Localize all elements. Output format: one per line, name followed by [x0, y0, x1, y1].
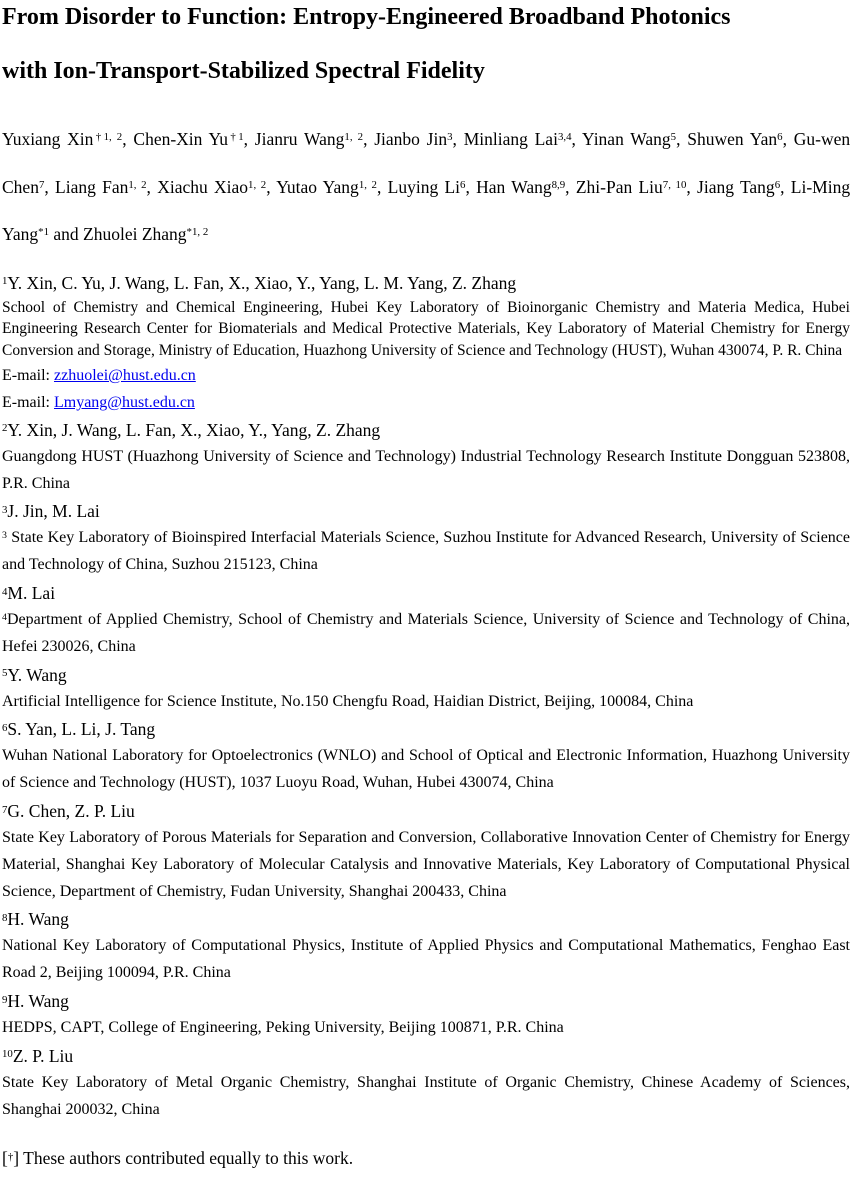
affiliation-authors: $^3$J. Jin, M. Lai [2, 501, 100, 522]
author-name: Li-Ming Yang$^{*1}$ [2, 176, 851, 244]
author-name: Jiang Tang$^6$ [697, 176, 781, 197]
affiliation-description: HEDPS, CAPT, College of Engineering, Peking University, Beijing 100871, P.R. China [2, 1019, 564, 1037]
affiliation-number: 3 [2, 530, 7, 542]
affiliation-authors: $^1$Y. Xin, C. Yu, J. Wang, L. Fan, X., Xiao, Y., Yang, L. M. Yang, Z. Zhang [2, 272, 517, 293]
paper-title [2, 3, 850, 86]
affiliation-authors: $^4$M. Lai [2, 583, 56, 604]
affiliation-number: 10 [2, 1048, 13, 1061]
affiliation-authors: $^9$H. Wang [2, 991, 69, 1012]
affiliation-description: Wuhan National Laboratory for Optoelectronics (WNLO) and School of Optical and Electronic Information, Huazhong University of Science and Technology (HUST), 1037 Luoyu Road, Wuhan, Hubei 430074, China [2, 747, 850, 792]
affiliations-list [2, 269, 850, 1124]
author-affiliation-superscript: 3 [447, 131, 453, 144]
author-affiliation-superscript: 8,9 [551, 178, 566, 191]
author-name: Jianbo Jin$^3$ [374, 129, 453, 149]
affiliation-number: 6 [2, 721, 8, 734]
author-affiliation-superscript: 1, 2 [248, 178, 267, 191]
affiliation-description: Artificial Intelligence for Science Institute, No.150 Chengfu Road, Haidian District, Beijing, 100084, China [2, 692, 694, 710]
email-link[interactable]: zzhuolei@hust.edu.cn [53, 366, 196, 384]
author-affiliation-superscript: 1, 2 [344, 131, 364, 144]
author-affiliation-superscript: †1 [227, 131, 244, 144]
author-affiliation-superscript: 5 [670, 131, 677, 144]
title-line-2: with Ion-Transport-Stabilized Spectral Fidelity [2, 58, 485, 84]
author-affiliation-superscript: 1, 2 [128, 178, 147, 191]
author-affiliation-superscript: 6 [460, 178, 466, 191]
email-link[interactable]: Lmyang@hust.edu.cn [53, 393, 195, 411]
author-name: Liang Fan$^{1, 2}$ [55, 176, 147, 197]
author-affiliation-superscript: *1, 2 [186, 226, 209, 239]
author-name: Jianru Wang$^{1, 2}$ [254, 129, 364, 149]
author-affiliation-superscript: 7 [38, 178, 45, 191]
email-label: E-mail: [2, 393, 54, 411]
email-label: E-mail: [2, 366, 54, 384]
author-affiliation-superscript: 1, 2 [358, 178, 377, 191]
affiliation-description: State Key Laboratory of Metal Organic Chemistry, Shanghai Institute of Organic Chemistry, Chinese Academy of Sciences, Shanghai 200032, China [2, 1073, 850, 1118]
author-affiliation-superscript: 7, 10 [662, 178, 687, 191]
author-name: Chen-Xin Yu$^{\dagger 1}$ [133, 129, 244, 149]
author-name: Shuwen Yan$^6$ [687, 129, 783, 149]
author-name: Yinan Wang$^5$ [582, 129, 677, 149]
author-affiliation-superscript: 6 [777, 131, 783, 144]
affiliation-description: State Key Laboratory of Porous Materials for Separation and Conversion, Collaborative Innovation Center of Chemistry for Energy Material, Shanghai Key Laboratory of Molecular Catalysis and Innovative Materials, Key Laboratory of Computational Physical Science, Department of Chemistry, Fudan University, Shanghai 200433, China [2, 829, 850, 900]
author-name: Xiachu Xiao$^{1, 2}$ [157, 176, 267, 197]
affiliation-description: $^3$ State Key Laboratory of Bioinspired Interfacial Materials Science, Suzhou Institute for Advanced Research, University of Science and Technology of China, Suzhou 215123, China [2, 529, 850, 574]
affiliation-description: $^4$Department of Applied Chemistry, School of Chemistry and Materials Science, University of Science and Technology of China, Hefei 230026, China [2, 611, 850, 655]
affiliation-authors: $^8$H. Wang [2, 909, 69, 930]
author-name: Yutao Yang$^{1, 2}$ [276, 176, 377, 197]
author-affiliation-superscript: †1, 2 [93, 131, 123, 144]
author-affiliation-superscript: *1 [38, 226, 49, 239]
affiliation-number: 5 [2, 667, 8, 680]
email-line [2, 362, 850, 389]
affiliation-authors: $^6$S. Yan, L. Li, J. Tang [2, 719, 156, 740]
affiliation-number: 2 [2, 422, 8, 435]
email-line [2, 389, 850, 416]
affiliation-description: Guangdong HUST (Huazhong University of Science and Technology) Industrial Technology Research Institute Dongguan 523808, P.R. China [2, 447, 850, 492]
affiliation-number: 8 [2, 911, 8, 924]
author-name: Luying Li$^6$ [387, 176, 466, 197]
affiliation-number: 7 [2, 803, 8, 816]
affiliation-authors: $^2$Y. Xin, J. Wang, L. Fan, X., Xiao, Y., Yang, Z. Zhang [2, 419, 381, 440]
affiliation-number: 1 [2, 274, 8, 287]
author-affiliation-superscript: 3,4 [557, 131, 572, 144]
affiliation-authors: $^{10}$Z. P. Liu [2, 1045, 74, 1066]
author-affiliation-superscript: 6 [774, 178, 781, 191]
author-name: Zhuolei Zhang$^{*1, 2}$ [83, 224, 209, 244]
author-name: Gu-wen Chen$^7$ [2, 129, 851, 197]
author-name: Han Wang$^{8,9}$ [476, 176, 566, 197]
affiliation-number: 4 [2, 585, 8, 598]
affiliation-number: 9 [2, 993, 8, 1006]
affiliation-number: 3 [2, 503, 8, 516]
author-name: Yuxiang Xin$^{\dagger 1, 2}$ [2, 129, 123, 149]
affiliation-description: National Key Laboratory of Computational Physics, Institute of Applied Physics and Computational Mathematics, Fenghao East Road 2, Beijing 100094, P.R. China [2, 937, 850, 982]
affiliation-authors: $^7$G. Chen, Z. P. Liu [2, 801, 135, 822]
footnote-text: These authors contributed equally to this work. [23, 1148, 354, 1169]
author-list: Yuxiang Xin$^{\dagger 1, 2}$, Chen-Xin Yu$^{\dagger 1}$, Jianru Wang$^{1, 2}$, Jianbo Jin$^3$, Minliang Lai$^{3,4}$, Yinan Wang$^5$, Shuwen Yan$^6$, Gu-wen Chen$^7$, Liang Fan$^{1, 2}$, Xiachu Xiao$^{1, 2}$, Yutao Yang$^{1, 2}$, Luying Li$^6$, Han Wang$^{8,9}$, Zhi-Pan Liu$^{7, 10}$, Jiang Tang$^6$, Li-Ming Yang$^{*1}$ and Zhuolei Zhang$^{*1, 2}$ [2, 129, 851, 244]
footnote-marker: [†] [2, 1148, 20, 1169]
affiliation-description: School of Chemistry and Chemical Engineering, Hubei Key Laboratory of Bioinorganic Chemistry and Materia Medica, Hubei Engineering Research Center for Biomaterials and Medical Protective Materials, Key Laboratory of Material Chemistry for Energy Conversion and Storage, Ministry of Education, Huazhong University of Science and Technology (HUST), Wuhan 430074, P. R. China [2, 298, 850, 360]
author-name: Zhi-Pan Liu$^{7, 10}$ [575, 176, 687, 197]
equal-contribution-footnote [2, 1145, 850, 1171]
affiliation-number: 4 [2, 611, 7, 623]
title-line-1: From Disorder to Function: Entropy-Engineered Broadband Photonics [2, 4, 731, 30]
affiliation-authors: $^5$Y. Wang [2, 664, 67, 685]
author-name: Minliang Lai$^{3,4}$ [463, 129, 572, 149]
